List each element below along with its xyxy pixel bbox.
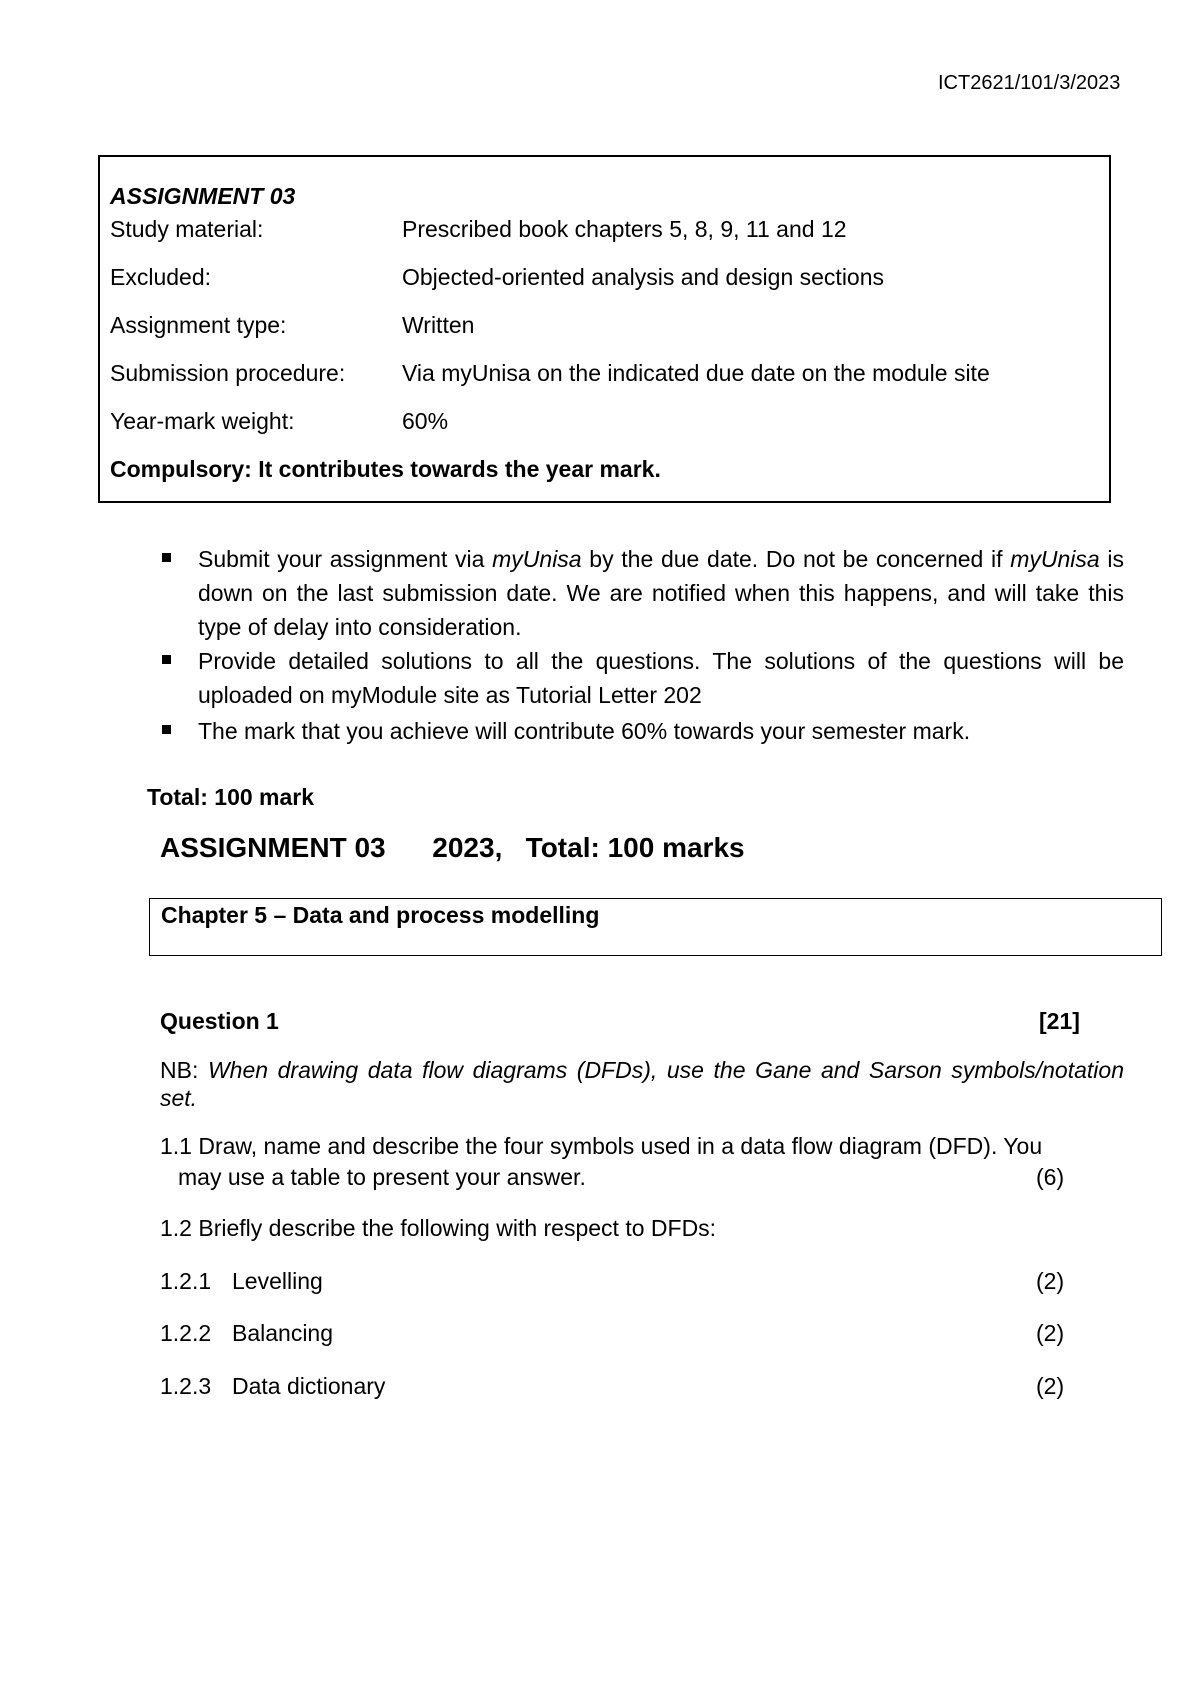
bullet-text: The mark that you achieve will contribute 60% towards your semester mark. [198, 718, 971, 744]
list-item [160, 644, 1124, 712]
question-1-2-1-marks: (2) [1036, 1268, 1065, 1294]
question-1-2-2-text: Balancing [232, 1320, 334, 1346]
question-1-1-line1: 1.1 Draw, name and describe the four symbols used in a data flow diagram (DFD). You [160, 1133, 1043, 1159]
question-1-2-intro: 1.2 Briefly describe the following with respect to DFDs: [160, 1215, 717, 1241]
question-1-1-marks: (6) [1036, 1164, 1065, 1190]
list-item [160, 542, 1124, 644]
submission-procedure-value: Via myUnisa on the indicated due date on the module site [402, 360, 990, 386]
instructions-list [160, 542, 1124, 748]
excluded-value: Objected-oriented analysis and design sections [402, 264, 885, 290]
year-mark-weight-value: 60% [402, 408, 449, 434]
question-1-title: Question 1 [160, 1008, 279, 1034]
myunisa-emphasis: myUnisa [1010, 546, 1100, 572]
total-marks-line: Total: 100 mark [147, 784, 315, 810]
bullet-text: Submit your assignment via [198, 546, 493, 572]
assignment-type-value: Written [402, 312, 475, 338]
bullet-text: is down on the last submission date. We are notified when this happens, and will take this type of delay into consideration. [198, 546, 1125, 640]
question-1-2-1-number: 1.2.1 [160, 1268, 212, 1294]
question-1-1-line2: may use a table to present your answer. [178, 1164, 586, 1190]
question-1-2-2-number: 1.2.2 [160, 1320, 212, 1346]
study-material-value: Prescribed book chapters 5, 8, 9, 11 and 12 [402, 216, 847, 242]
bullet-text: Provide detailed solutions to all the questions. The solutions of the questions will be uploaded on myModule site as Tutorial Letter 202 [198, 648, 1124, 708]
question-1-2-1-text: Levelling [232, 1268, 323, 1294]
nb-note [160, 1056, 1124, 1112]
document-reference: ICT2621/101/3/2023 [938, 72, 1121, 94]
square-bullet-icon [162, 655, 171, 664]
myunisa-emphasis: myUnisa [492, 546, 582, 572]
year-mark-weight-label: Year-mark weight: [110, 408, 295, 434]
question-1-2-3-number: 1.2.3 [160, 1373, 212, 1399]
excluded-label: Excluded: [110, 264, 212, 290]
nb-label: NB: [160, 1057, 208, 1083]
assignment-type-label: Assignment type: [110, 312, 287, 338]
assignment-heading: ASSIGNMENT 03 2023, Total: 100 marks [160, 832, 745, 863]
bullet-text: by the due date. Do not be concerned if [581, 546, 1011, 572]
chapter-title: Chapter 5 – Data and process modelling [161, 902, 600, 928]
submission-procedure-label: Submission procedure: [110, 360, 346, 386]
study-material-label: Study material: [110, 216, 264, 242]
compulsory-note: Compulsory: It contributes towards the year mark. [110, 456, 661, 482]
nb-text: When drawing data flow diagrams (DFDs), use the Gane and Sarson symbols/notation set. [160, 1057, 1124, 1111]
square-bullet-icon [162, 725, 171, 734]
question-1-2-3-text: Data dictionary [232, 1373, 386, 1399]
info-box-title: ASSIGNMENT 03 [110, 183, 296, 209]
list-item [160, 714, 1124, 748]
square-bullet-icon [162, 553, 171, 562]
question-1-marks: [21] [1039, 1008, 1080, 1034]
question-1-2-3-marks: (2) [1036, 1373, 1065, 1399]
question-1-2-2-marks: (2) [1036, 1320, 1065, 1346]
